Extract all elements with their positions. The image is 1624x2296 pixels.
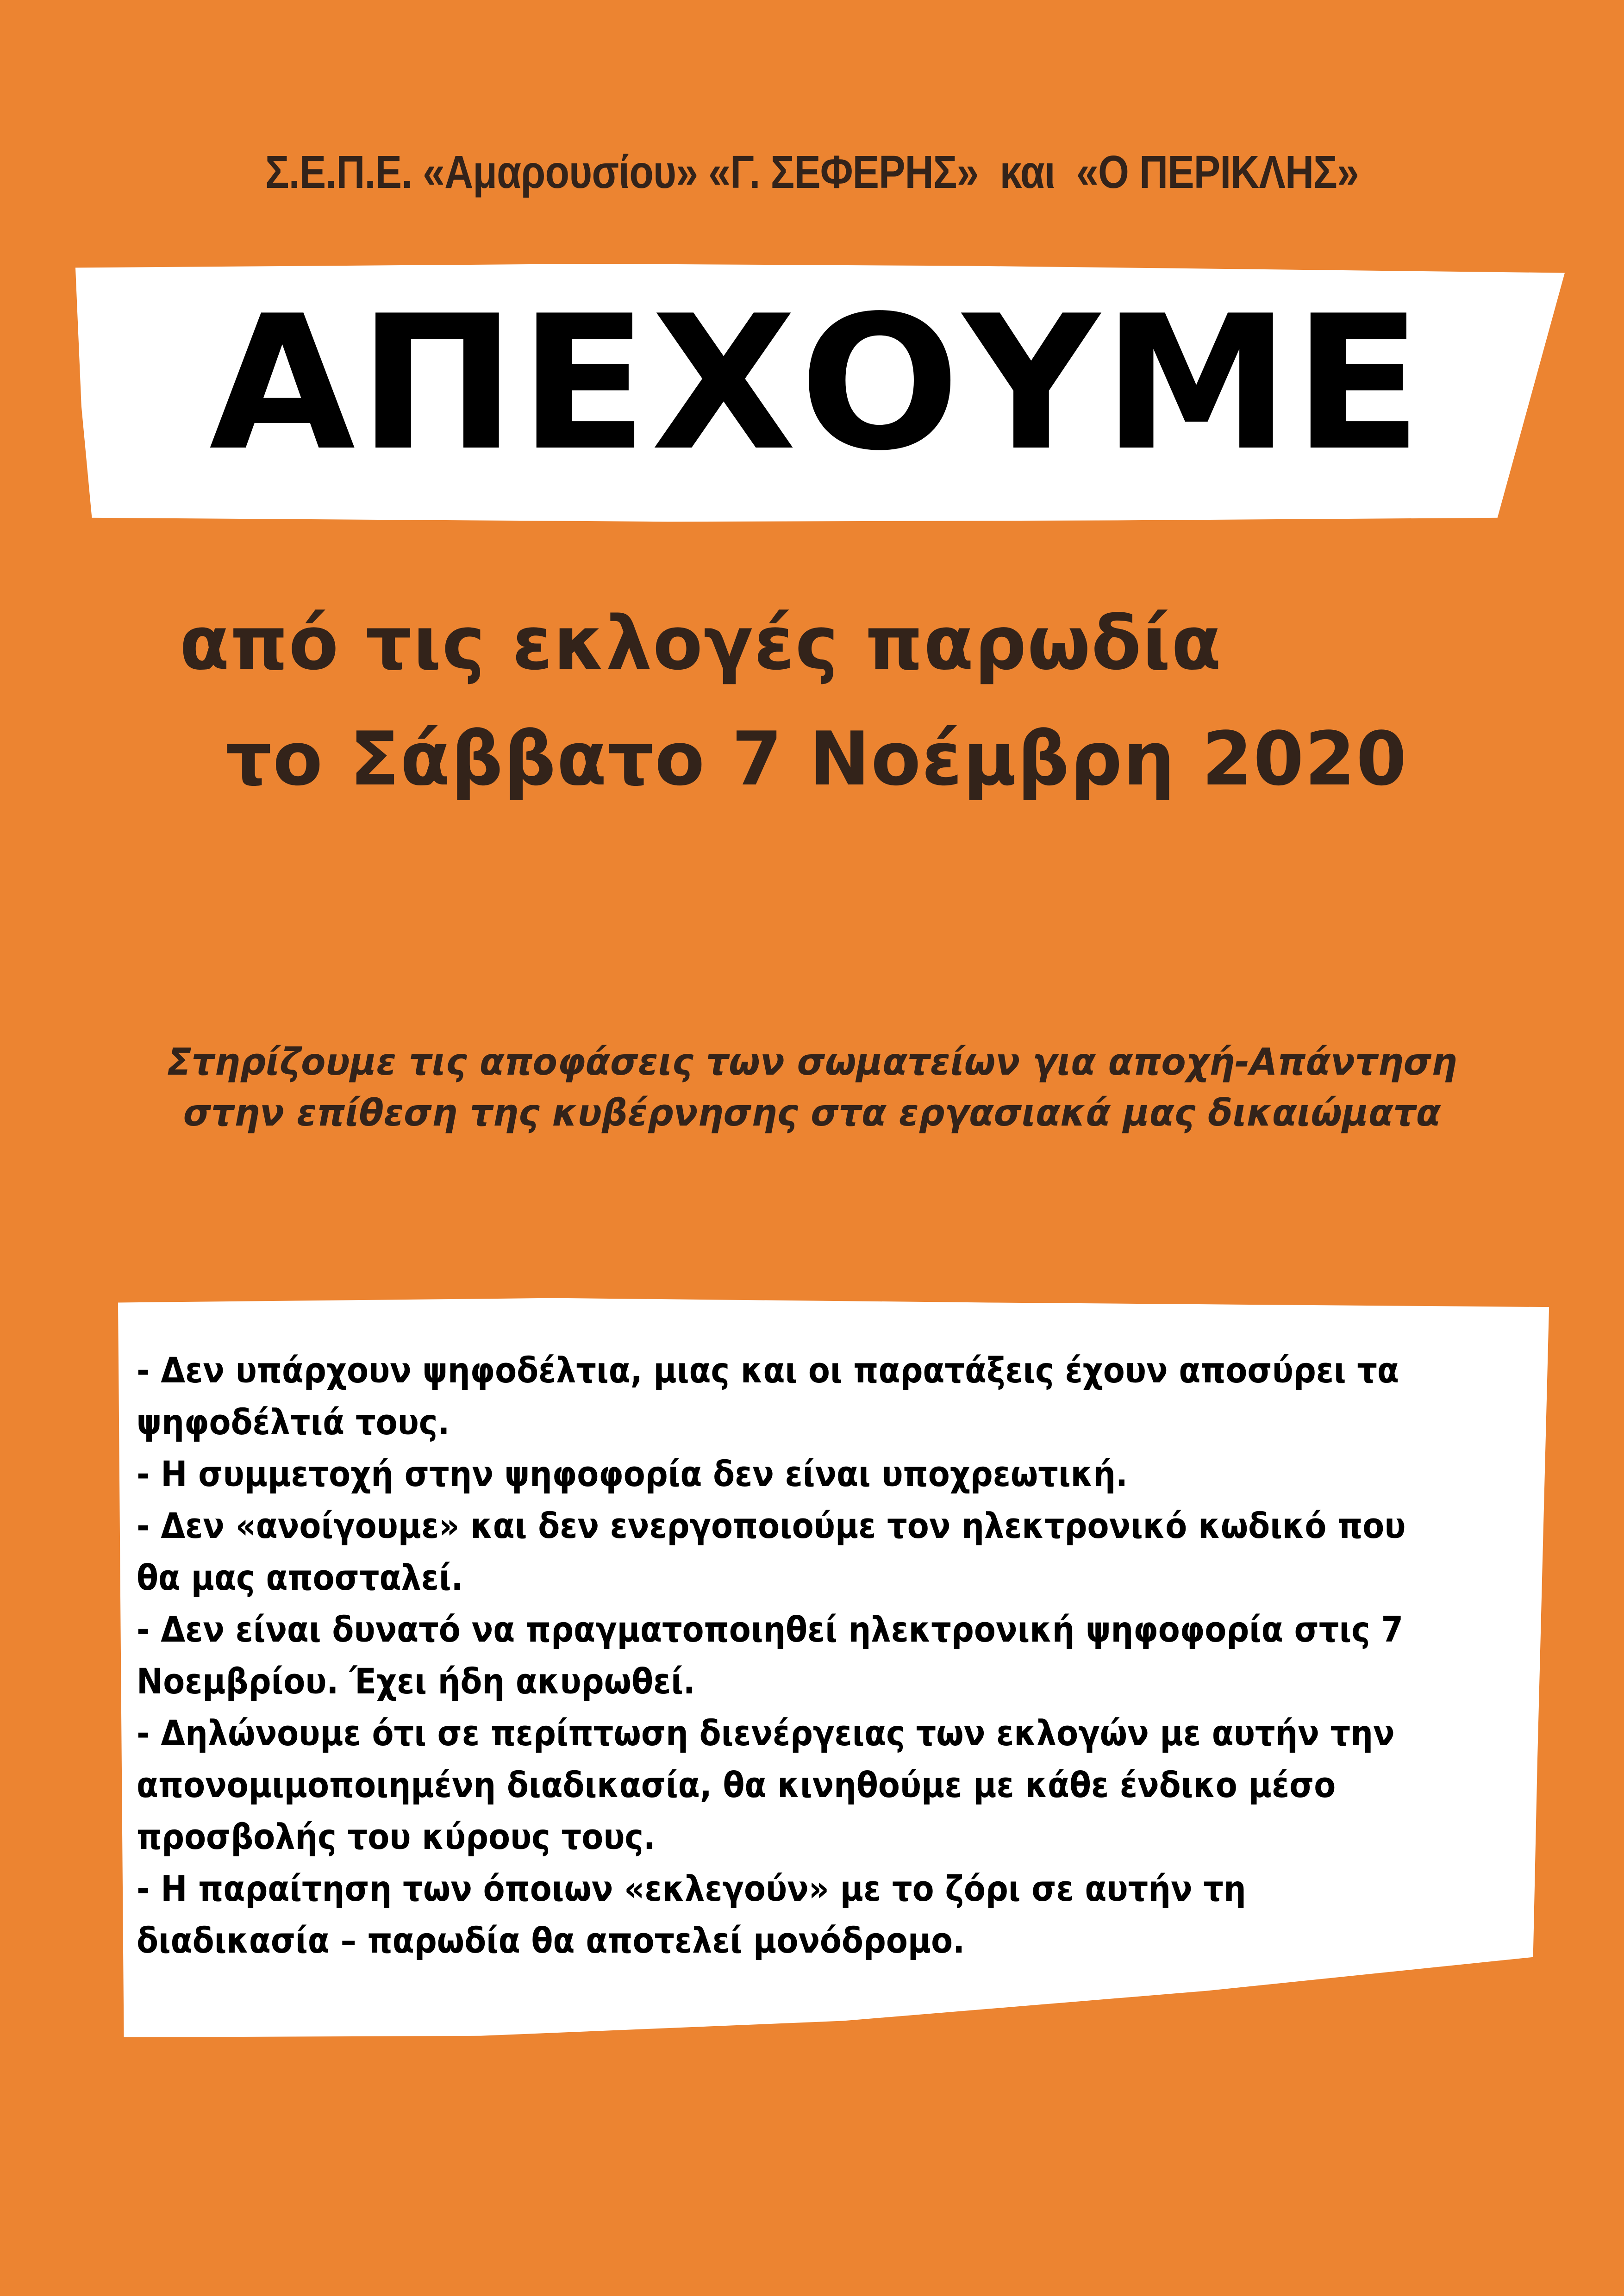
points-line: διαδικασία – παρωδία θα αποτελεί μονόδρομο. bbox=[137, 1920, 965, 1961]
subtitle-line-1: από τις εκλογές παρωδία bbox=[179, 600, 1222, 686]
organizations-header: Σ.Ε.Π.Ε. «Αμαρουσίου» «Γ. ΣΕΦΕΡΗΣ» και «Ο ΠΕΡΙΚΛΗΣ» bbox=[265, 146, 1359, 198]
points-line: - Δηλώνουμε ότι σε περίπτωση διενέργειας των εκλογών με αυτήν την bbox=[137, 1712, 1395, 1754]
points-line: - Δεν είναι δυνατό να πραγματοποιηθεί ηλεκτρονική ψηφοφορία στις 7 bbox=[137, 1609, 1404, 1650]
points-line: - Η συμμετοχή στην ψηφοφορία δεν είναι υποχρεωτική. bbox=[137, 1453, 1128, 1494]
points-line: - Δεν «ανοίγουμε» και δεν ενεργοποιούμε τον ηλεκτρονικό κωδικό που bbox=[137, 1505, 1406, 1546]
points-line: ψηφοδέλτιά τους. bbox=[137, 1401, 450, 1443]
support-statement-line-2: στην επίθεση της κυβέρνησης στα εργασιακά μας δικαιώματα bbox=[183, 1091, 1441, 1134]
banner-title: ΑΠΕΧΟΥΜΕ bbox=[209, 276, 1425, 492]
points-line: προσβολής του κύρους τους. bbox=[137, 1816, 656, 1857]
points-line: - Η παραίτηση των όποιων «εκλεγούν» με το ζόρι σε αυτήν τη bbox=[137, 1868, 1246, 1909]
points-line: Νοεμβρίου. Έχει ήδη ακυρωθεί. bbox=[137, 1661, 695, 1702]
points-list bbox=[137, 1344, 1512, 1966]
points-line: θα μας αποσταλεί. bbox=[137, 1557, 463, 1598]
subtitle-line-2: το Σάββατο 7 Νοέμβρη 2020 bbox=[225, 716, 1408, 802]
support-statement-line-1: Στηρίζουμε τις αποφάσεις των σωματείων για αποχή-Απάντηση bbox=[167, 1040, 1457, 1083]
points-line: απονομιμοποιημένη διαδικασία, θα κινηθούμε με κάθε ένδικο μέσο bbox=[137, 1764, 1336, 1805]
points-line: - Δεν υπάρχουν ψηφοδέλτια, μιας και οι παρατάξεις έχουν αποσύρει τα bbox=[137, 1350, 1399, 1391]
